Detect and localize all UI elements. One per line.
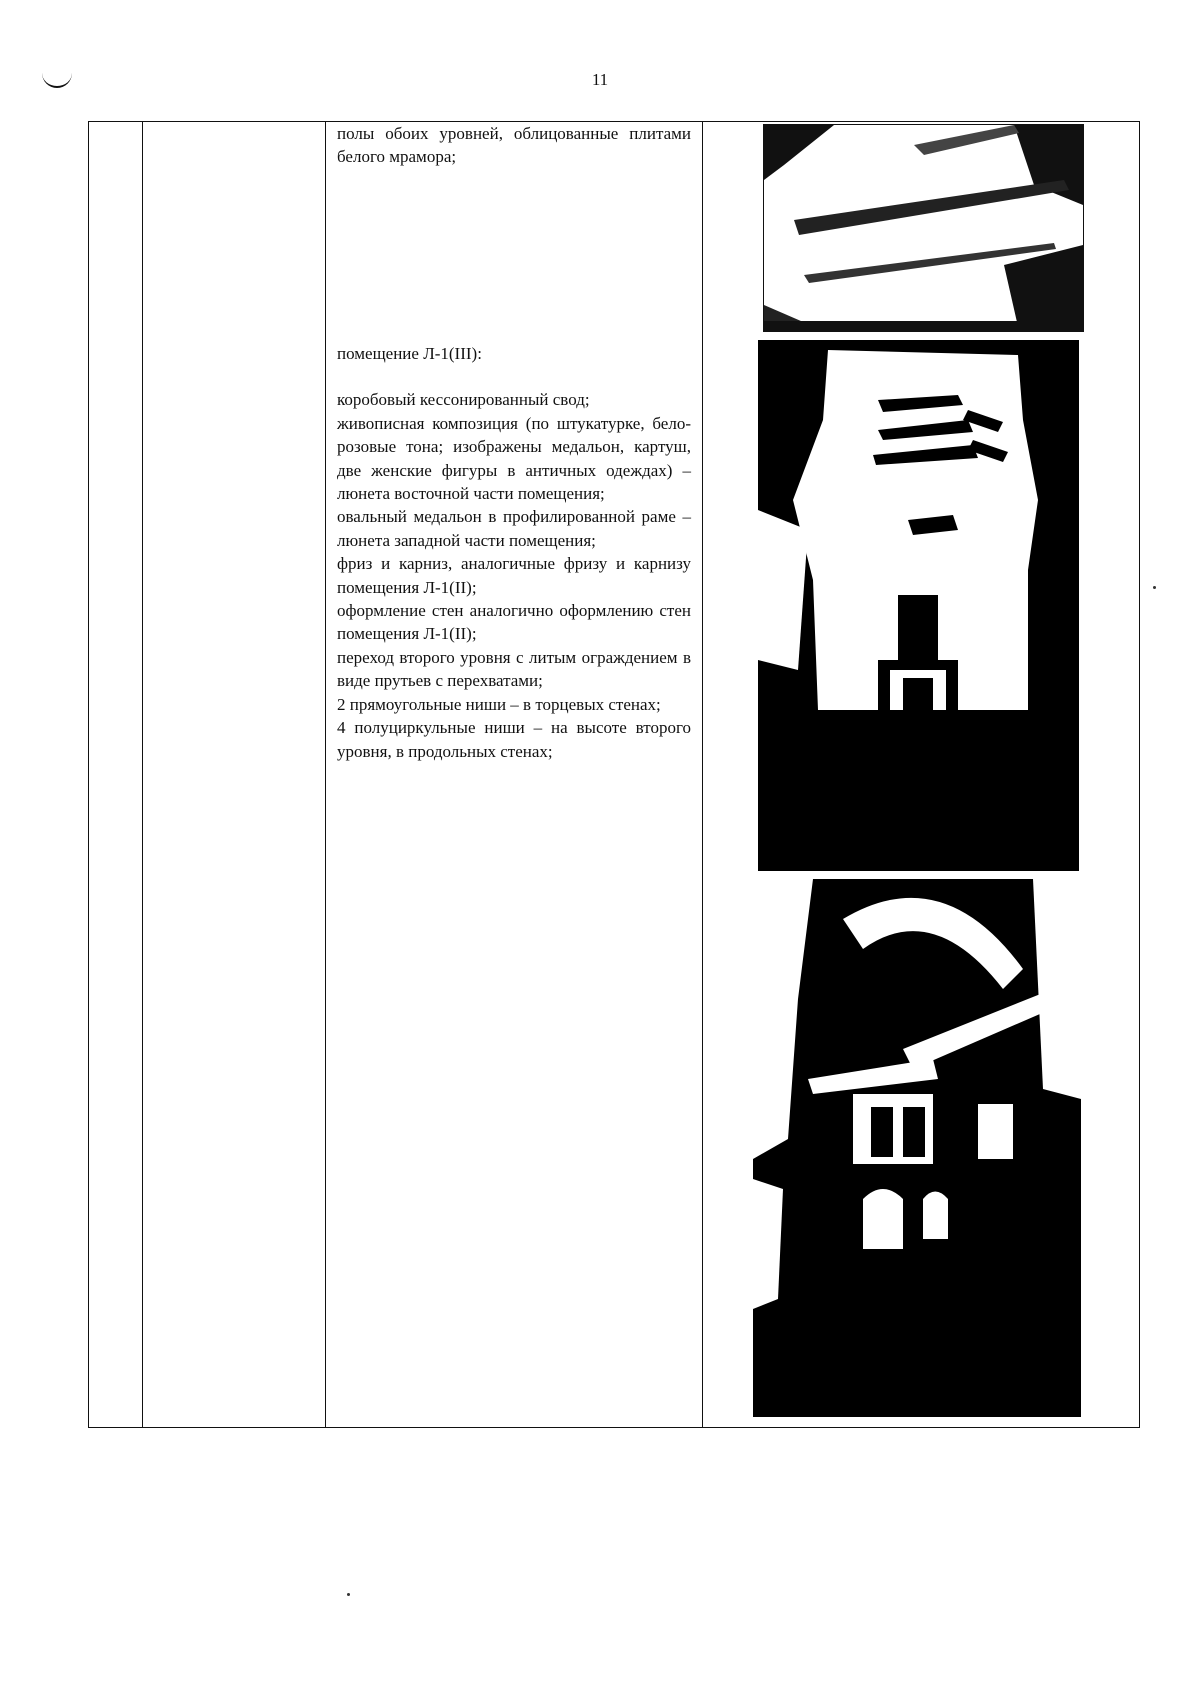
feature-item: оформление стен аналогично оформлению стен помещения Л-1(II);: [337, 601, 691, 644]
photo-vault-interior: [758, 340, 1079, 871]
floors-paragraph: полы обоих уровней, облицованные плитами белого мрамора;: [337, 124, 691, 167]
photo-upper-gallery-image: [753, 879, 1081, 1417]
photo-vault-interior-image: [758, 340, 1079, 871]
feature-item: фриз и карниз, аналогичные фризу и карнизу помещения Л-1(II);: [337, 554, 691, 597]
room-title: помещение Л-1(III):: [337, 344, 482, 363]
text-block-floors: [337, 122, 691, 169]
feature-item: переход второго уровня с литым ограждением в виде прутьев с перехватами;: [337, 647, 691, 691]
feature-item: 2 прямоугольные ниши – в торцевых стенах;: [337, 694, 661, 714]
spacer: [337, 365, 691, 388]
text-block-room: [337, 342, 691, 763]
scan-speck: [1153, 586, 1156, 589]
feature-item: коробовый кессонированный свод;: [337, 390, 590, 410]
column-divider-2: [325, 122, 326, 1427]
feature-item: 4 полуциркульные ниши – на высоте второго уровня, в продольных стенах;: [337, 718, 691, 761]
scan-speck: [347, 1593, 350, 1596]
photo-upper-gallery: [753, 879, 1081, 1417]
document-table: [88, 121, 1140, 1428]
column-divider-1: [142, 122, 143, 1427]
column-divider-3: [702, 122, 703, 1427]
feature-item: овальный медальон в профилированной раме – люнета западной части помещения;: [337, 507, 691, 550]
photo-marble-floor-image: [764, 125, 1083, 331]
photo-marble-floor: [763, 124, 1084, 332]
feature-item: живописная композиция (по штукатурке, бело-розовые тона; изображены медальон, картуш, две женские фигуры в античных одеждах) – люнета восточной части помещения;: [337, 413, 691, 504]
page-number: 11: [591, 70, 609, 89]
